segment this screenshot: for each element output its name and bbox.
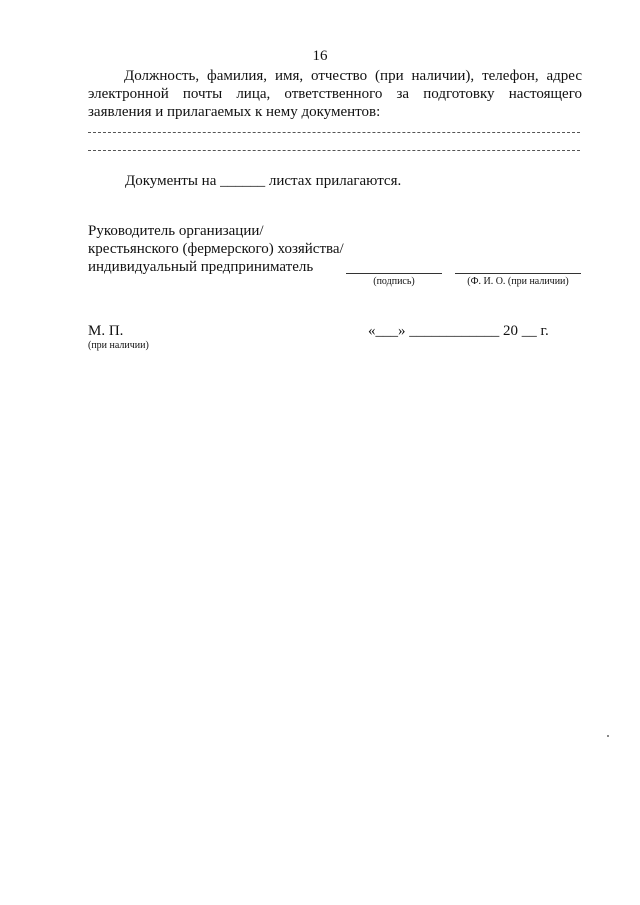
- date-field: [368, 322, 549, 340]
- stamp-caption: (при наличии): [88, 340, 149, 351]
- full-name-line[interactable]: [455, 273, 581, 274]
- date-month-blank[interactable]: ____________: [409, 323, 500, 339]
- date-close-quote: »: [398, 323, 406, 339]
- contact-paragraph: Должность, фамилия, имя, отчество (при наличии), телефон, адрес электронной почты лица, ответственного за подготовку настоящего заявления и прилагаемых к нему документов:: [88, 68, 582, 120]
- date-open-quote: «: [368, 323, 376, 339]
- full-name-caption: (Ф. И. О. (при наличии): [467, 276, 569, 287]
- contact-fill-line-1[interactable]: [88, 132, 580, 133]
- signatory-line-3: индивидуальный предприниматель: [88, 259, 314, 275]
- page-number: 16: [312, 48, 328, 64]
- scan-speck: [607, 735, 609, 737]
- date-day-blank[interactable]: ___: [375, 323, 398, 339]
- attachments-pages-blank[interactable]: ______: [220, 173, 266, 189]
- signature-line[interactable]: [346, 273, 442, 274]
- signature-caption: (подпись): [373, 276, 415, 287]
- stamp-label: М. П.: [88, 323, 124, 339]
- attachments-suffix: листах прилагаются.: [268, 173, 402, 189]
- date-year-prefix: 20: [503, 323, 518, 339]
- signatory-line-2: крестьянского (фермерского) хозяйства/: [88, 241, 344, 257]
- date-year-blank[interactable]: __: [521, 323, 537, 339]
- date-year-suffix: г.: [540, 323, 549, 339]
- contact-fill-line-2[interactable]: [88, 150, 580, 151]
- attachments-prefix: Документы на: [125, 173, 217, 189]
- attachments-sentence: [125, 172, 401, 190]
- signatory-line-1: Руководитель организации/: [88, 223, 264, 239]
